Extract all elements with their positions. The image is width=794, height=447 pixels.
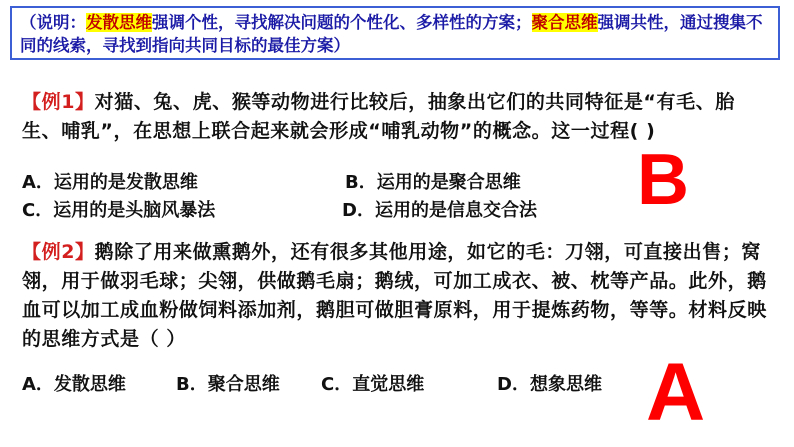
example-1-question: [22, 88, 774, 146]
note-convergent-desc: 强调共性，通过搜集不同的线索，寻找到指向共同目标的最佳方案）: [20, 13, 763, 55]
note-prefix: （说明：: [20, 13, 86, 32]
example-1-option-b: B．运用的是聚合思维: [345, 172, 521, 193]
note-divergent-desc: 强调个性，寻找解决问题的个性化、多样性的方案；: [152, 13, 532, 32]
term-divergent-thinking: 发散思维: [86, 13, 152, 32]
example-2-option-c: C．直觉思维: [321, 374, 425, 395]
example-2-option-d: D．想象思维: [497, 374, 602, 395]
example-2-answer: A: [646, 347, 706, 438]
example-2-tag: 【例2】: [22, 241, 95, 263]
example-2-text: 鹅除了用来做熏鹅外，还有很多其他用途，如它的毛：刀翎，可直接出售；窝翎，用于做羽毛球；尖翎，供做鹅毛扇；鹅绒，可加工成衣、被、枕等产品。此外，鹅血可以加工成血粉做饲料添加剂，鹅胆可做胆膏原料，用于提炼药物，等等。材料反映的思维方式是（ ）: [22, 241, 767, 350]
example-1-option-d: D．运用的是信息交合法: [342, 200, 537, 221]
example-1-tag: 【例1】: [22, 91, 95, 113]
example-2-question: [22, 238, 774, 354]
example-2-option-a: A．发散思维: [22, 374, 126, 395]
example-1-option-a: A．运用的是发散思维: [22, 172, 198, 193]
term-convergent-thinking: 聚合思维: [531, 13, 598, 32]
example-1-option-c: C．运用的是头脑风暴法: [22, 200, 216, 221]
example-1-answer: B: [637, 140, 689, 220]
example-1-text: 对猫、兔、虎、猴等动物进行比较后，抽象出它们的共同特征是“有毛、胎生、哺乳”，在思想上联合起来就会形成“哺乳动物”的概念。这一过程( ): [22, 91, 735, 142]
explanation-note: [10, 6, 780, 60]
example-2-option-b: B．聚合思维: [176, 374, 280, 395]
